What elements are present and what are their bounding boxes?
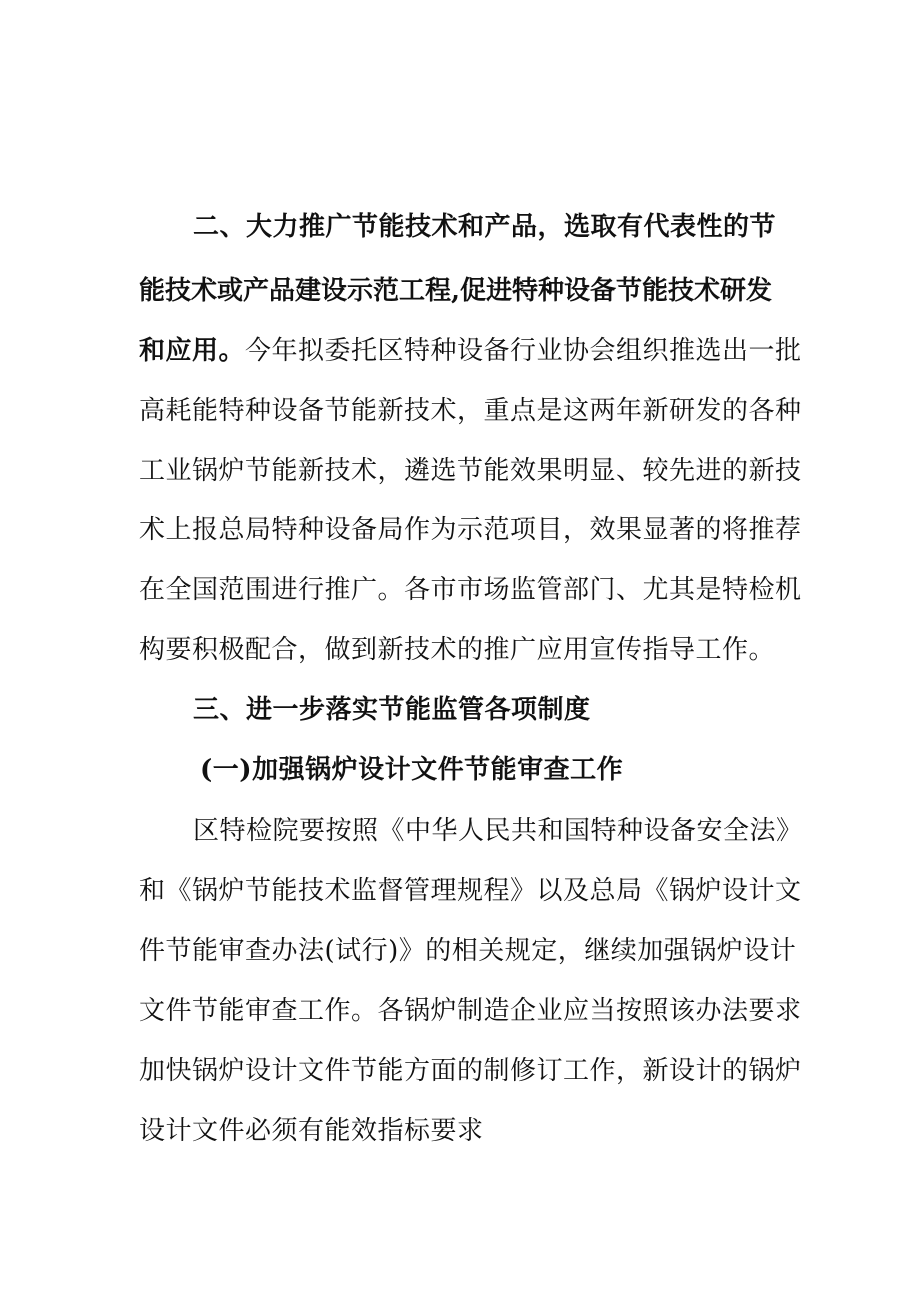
subsection-one-heading [200,750,623,790]
body-text: 加快锅炉设计文件节能方面的制修订工作，新设计的锅炉 [139,1056,802,1086]
body-text: 术上报总局特种设备局作为示范项目，效果显著的将推荐 [139,515,802,545]
section-two-paragraph-line-6 [139,630,775,670]
bold-text: 能技术或产品建设示范工程,促进特种设备节能技术研发 [139,276,773,306]
section-two-paragraph-line-3 [139,451,802,491]
subsection-one-paragraph-line-5 [139,1051,802,1091]
bold-text: 二、大力推广节能技术和产品，选取有代表性的节 [193,212,777,242]
section-two-paragraph-line-1 [139,331,802,371]
section-two-paragraph-line-5 [139,570,802,610]
body-text: 件节能审查办法(试行)》的相关规定，继续加强锅炉设计 [139,936,797,966]
body-text: 在全国范围进行推广。各市市场监管部门、尤其是特检机 [139,575,802,605]
subsection-one-paragraph-line-2 [139,871,802,911]
subsection-one-paragraph-line-1 [193,811,803,851]
body-text: 设计文件必须有能效指标要求 [139,1116,484,1146]
bold-text: 和应用。 [139,336,246,366]
subsection-one-paragraph-line-6 [139,1111,484,1151]
body-text: 区特检院要按照《中华人民共和国特种设备安全法》 [193,816,803,846]
section-three-heading [193,690,591,730]
body-text: 工业锅炉节能新技术，遴选节能效果明显、较先进的新技 [139,456,802,486]
body-text: 高耗能特种设备节能新技术，重点是这两年新研发的各种 [139,396,802,426]
body-text: 和《锅炉节能技术监督管理规程》以及总局《锅炉设计文 [139,876,802,906]
section-two-paragraph-line-2 [139,391,802,431]
subsection-one-paragraph-line-3 [139,931,796,971]
section-two-paragraph-line-4 [139,510,802,550]
section-two-heading-line-2 [139,271,772,311]
section-two-heading-line-1 [193,207,776,247]
body-text: 今年拟委托区特种设备行业协会组织推选出一批 [245,336,802,366]
subsection-one-paragraph-line-4 [139,991,802,1031]
bold-text: (一)加强锅炉设计文件节能审查工作 [200,755,624,785]
bold-text: 三、进一步落实节能监管各项制度 [193,695,591,725]
body-text: 文件节能审查工作。各锅炉制造企业应当按照该办法要求 [139,996,802,1026]
body-text: 构要积极配合，做到新技术的推广应用宣传指导工作。 [139,635,776,665]
